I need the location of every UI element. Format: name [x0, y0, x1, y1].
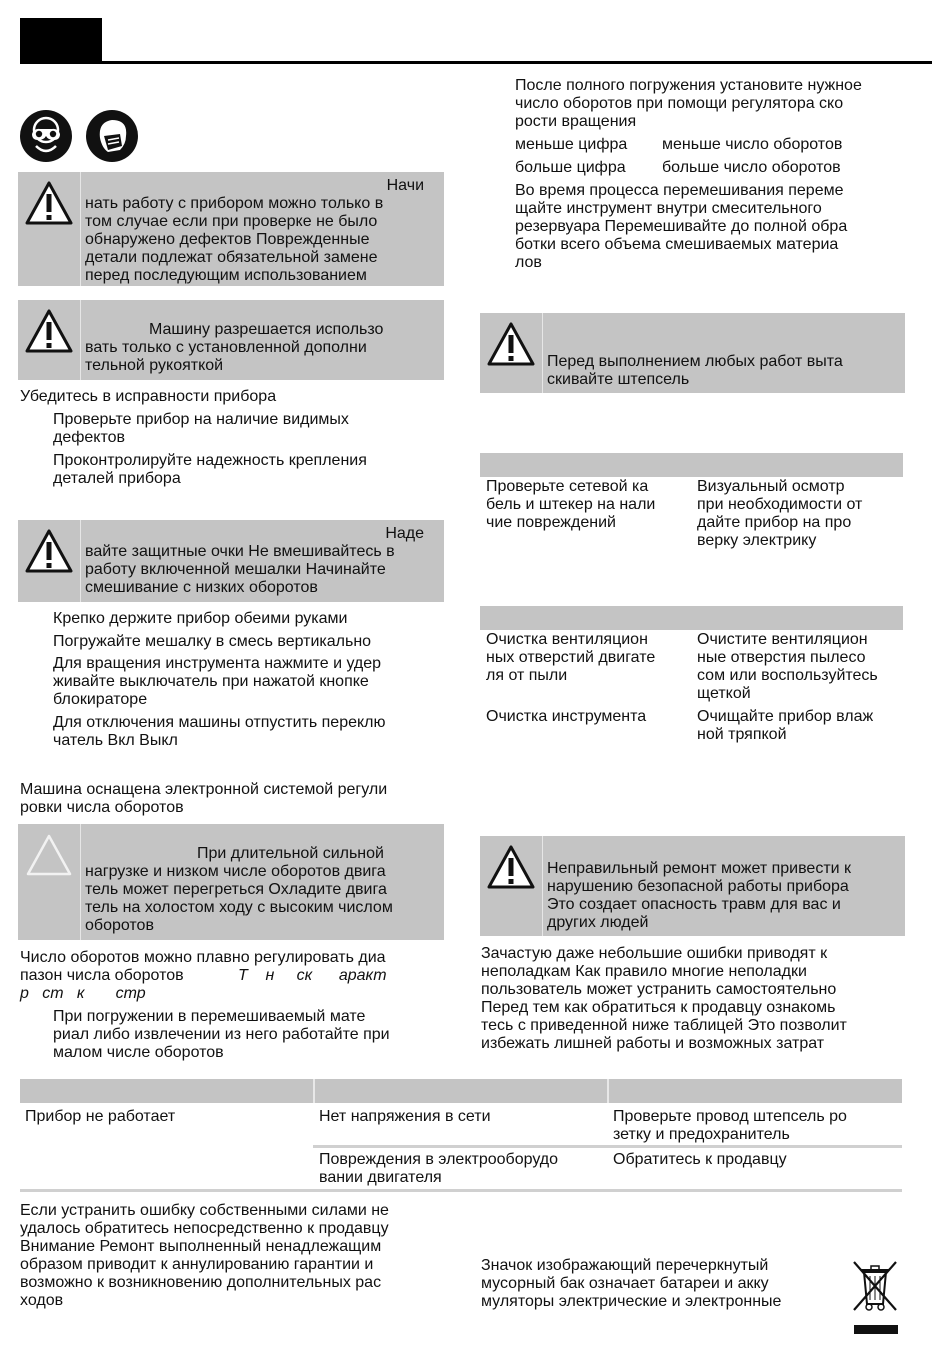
header-rule	[20, 61, 932, 64]
mixing-text: Во время процесса перемешивания переме щайте инструмент внутри смесительного резервуара Перемешивайте до полной обра ботки всего объема смешиваемых материа лов	[515, 182, 848, 271]
warning-text-repair: Неправильный ремонт может привести к нарушению безопасной работы прибора Это создает опасность травм для вас и других людей	[547, 860, 852, 931]
speed-range-italic1: Т н ск аракт	[238, 967, 387, 984]
electronic-speed-text: Машина оснащена электронной системой регули ровки числа оборотов	[20, 781, 388, 816]
trouble-row-divider	[313, 1145, 902, 1148]
speed-range-line2: пазон числа оборотов	[20, 967, 184, 984]
speed-range-line1: Число оборотов можно плавно регулировать диа	[20, 949, 386, 966]
check-item-defects: Проверьте прибор на наличие видимых дефектов	[53, 411, 349, 446]
weee-bar	[854, 1325, 898, 1334]
maintenance-cell-tool-action: Очищайте прибор влаж ной тряпкой	[697, 708, 874, 743]
check-title: Убедитесь в исправности прибора	[20, 388, 277, 405]
maintenance-cell-vents-action: Очистите вентиляцион ные отверстия пылесо сом или воспользуйтесь щеткой	[697, 631, 878, 702]
warning-text-goggles	[85, 525, 438, 597]
caution-triangle-icon	[24, 832, 74, 878]
weee-text: Значок изображающий перечеркнутый мусорный бак означает батареи и акку муляторы электрические и электронные	[481, 1257, 782, 1310]
trouble-table-header	[20, 1079, 902, 1103]
troubleshooting-intro: Зачастую даже небольшие ошибки приводят к неполадкам Как правило многие неполадки пользователь может устранить самостоятельно Перед тем как обратиться к продавцу ознакомь тесь с приведенной ниже таблицей Это позволит избежать лишней работы и возможных затрат	[481, 945, 847, 1052]
caution-text-overheat	[85, 845, 438, 935]
warning-text-line: оборотов	[85, 917, 154, 934]
warning-text-line: При длительной сильной	[197, 845, 384, 862]
speed-range-italic2: р ст к стр	[20, 985, 146, 1002]
operation-immerse: Погружайте мешалку в смесь вертикально	[53, 633, 372, 650]
warning-text-line: Наде	[385, 525, 424, 542]
trouble-cause-electrical: Повреждения в электрооборудо вании двигателя	[319, 1151, 559, 1186]
warning-text-line: работу включенной мешалки Начинайте	[85, 561, 386, 578]
warning-box-unplug	[480, 313, 905, 393]
maintenance-table-header-2	[480, 606, 903, 630]
trouble-table-bottom-rule	[20, 1189, 902, 1192]
page-header-block	[20, 18, 102, 62]
warning-text-line: вайте защитные очки Не вмешивайтесь в	[85, 543, 395, 560]
warning-box-handle	[18, 300, 444, 380]
trouble-fix-contact-seller: Обратитесь к продавцу	[613, 1151, 787, 1168]
trouble-problem: Прибор не работает	[25, 1108, 176, 1125]
warning-text-line: детали подлежат обязательной замене	[85, 249, 378, 266]
trouble-fix-check-cable: Проверьте провод штепсель ро зетку и предохранитель	[613, 1108, 847, 1143]
warning-box-check-device	[18, 172, 444, 286]
warning-text-handle	[85, 321, 438, 375]
maintenance-table-header-1	[480, 453, 903, 477]
maintenance-cell-tool: Очистка инструмента	[486, 708, 647, 725]
warning-text-check-device	[85, 177, 438, 285]
maintenance-cell-cable: Проверьте сетевой ка бель и штекер на нали чие повреждений	[486, 478, 656, 531]
less-digit-value: меньше число оборотов	[662, 136, 843, 153]
dust-mask-icon	[86, 110, 138, 167]
operation-hold: Крепко держите прибор обеими руками	[53, 610, 348, 627]
warning-triangle-icon	[24, 528, 74, 574]
safety-goggles-icon	[20, 110, 72, 167]
warning-text-line: нагрузке и низком числе оборотов двига	[85, 863, 386, 880]
warning-triangle-icon	[486, 321, 536, 367]
warning-text-line: Начи	[386, 177, 424, 194]
more-digit-value: больше число оборотов	[662, 159, 841, 176]
trouble-header-divider	[313, 1079, 315, 1103]
trouble-header-divider	[607, 1079, 609, 1103]
warning-text-line: нать работу с прибором можно только в	[85, 195, 384, 212]
maintenance-cell-cable-action: Визуальный осмотр при необходимости от дайте прибор на про верку электрику	[697, 478, 863, 549]
repair-notice: Если устранить ошибку собственными силами не удалось обратитесь непосредственно к продавцу Внимание Ремонт выполненный ненадлежащим образом приводит к аннулированию гарантии и возможно к возникновению дополнительных рас ходов	[20, 1202, 389, 1309]
warning-text-line: тель на холостом ходу с высоким числом	[85, 899, 393, 916]
warning-text-line: смешивание с низких оборотов	[85, 579, 318, 596]
crossed-out-bin-icon	[850, 1258, 900, 1319]
trouble-cause-no-power: Нет напряжения в сети	[319, 1108, 491, 1125]
warning-triangle-icon	[486, 844, 536, 890]
warning-text-line: Машину разрешается использо	[149, 321, 384, 338]
warning-box-goggles	[18, 520, 444, 602]
warning-text-line: вать только с установленной дополни	[85, 339, 367, 356]
warning-text-line: тель может перегреться Охладите двига	[85, 881, 387, 898]
less-digit-label: меньше цифра	[515, 136, 628, 153]
caution-box-overheat	[18, 824, 444, 940]
operation-switch-off: Для отключения машины отпустить переклю чатель Вкл Выкл	[53, 714, 386, 749]
warning-text-line: том случае если при проверке не было	[85, 213, 378, 230]
warning-box-repair	[480, 836, 905, 936]
warning-triangle-icon	[24, 180, 74, 226]
maintenance-cell-vents: Очистка вентиляцион ных отверстий двигате ля от пыли	[486, 631, 656, 684]
after-immersion-text: После полного погружения установите нужное число оборотов при помощи регулятора ско рости вращения	[515, 77, 862, 130]
warning-text-line: тельной рукояткой	[85, 357, 224, 374]
more-digit-label: больше цифра	[515, 159, 626, 176]
warning-text-unplug: Перед выполнением любых работ выта скивайте штепсель	[547, 353, 843, 388]
immersion-advice: При погружении в перемешиваемый мате риал либо извлечении из него работайте при малом числе оборотов	[53, 1008, 390, 1061]
warning-text-line: перед последующим использованием	[85, 267, 367, 284]
warning-triangle-icon	[24, 308, 74, 354]
operation-switch-on: Для вращения инструмента нажмите и удер живайте выключатель при нажатой кнопке блокираторе	[53, 655, 382, 708]
warning-text-line: обнаружено дефектов Поврежденные	[85, 231, 370, 248]
check-item-fastening: Проконтролируйте надежность крепления деталей прибора	[53, 452, 367, 487]
